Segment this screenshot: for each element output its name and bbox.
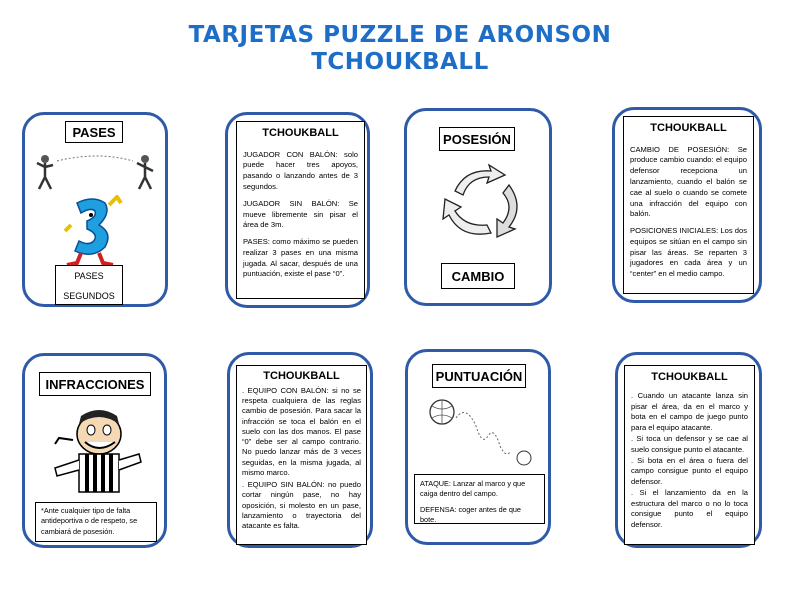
rule-punto-atacante: . Cuando un atacante lanza sin pisar el área, da en el marco y bota en el campo de juego punto para el equipo atacante. bbox=[631, 391, 748, 432]
card-heading: INFRACCIONES bbox=[39, 372, 151, 396]
tchoukball-rules-box bbox=[236, 121, 365, 299]
referee-whistle-illustration bbox=[49, 404, 145, 496]
card-infracciones bbox=[22, 353, 167, 548]
card-heading: POSESIÓN bbox=[439, 127, 515, 151]
card-heading: PUNTUACIÓN bbox=[432, 364, 526, 388]
players-passing-illustration bbox=[33, 153, 158, 193]
card-tchoukball-4 bbox=[615, 352, 762, 548]
puntuacion-rules-box bbox=[414, 474, 545, 524]
card-heading: TCHOUKBALL bbox=[650, 122, 727, 134]
rule-pases: PASES: como máximo se pueden realizar 3 pases en una misma jugada. Al sacar, después de una puntuación, existe el pase “0”. bbox=[243, 237, 358, 279]
pases-label-box bbox=[55, 265, 123, 305]
segundos-label: SEGUNDOS bbox=[63, 291, 115, 301]
recycle-arrows-illustration bbox=[435, 161, 527, 241]
tchoukball-rules-box bbox=[623, 116, 754, 294]
rule-jugador-con-balon: JUGADOR CON BALÓN: solo puede hacer tres apoyos, pasando o lanzando antes de 3 segundos. bbox=[243, 149, 358, 191]
infraccion-note: *Ante cualquier tipo de falta antideportiva o de respeto, se cambiará de posesión. bbox=[41, 506, 138, 536]
card-pases bbox=[22, 112, 168, 307]
card-tchoukball-2 bbox=[612, 107, 762, 303]
rule-bota-area: . Si bota en el área o fuera del campo consigue punto el equipo defensor. bbox=[631, 455, 748, 486]
rule-toca-defensor: . Si toca un defensor y se cae al suelo consigue punto el atacante. bbox=[631, 434, 748, 454]
rule-defensa: DEFENSA: coger antes de que bote. bbox=[420, 504, 521, 525]
page-title: TARJETAS PUZZLE DE ARONSON bbox=[188, 22, 612, 48]
card-heading: TCHOUKBALL bbox=[651, 371, 728, 383]
rule-posiciones-iniciales: POSICIONES INICIALES: Los dos equipos se sitúan en el campo sin pisar las áreas. Se reparten 3 jugadores en cada área y un “center” en el medio campo. bbox=[630, 226, 747, 279]
number-three-character-illustration bbox=[63, 195, 123, 267]
page-subtitle: TCHOUKBALL bbox=[311, 49, 489, 75]
card-tchoukball-3 bbox=[227, 352, 373, 548]
card-posesion bbox=[404, 108, 552, 306]
pases-label: PASES bbox=[74, 271, 104, 281]
rule-equipo-con-balon: . EQUIPO CON BALÓN: si no se respeta cualquiera de las reglas cambio de posesión. Para sacar la infracción se toca el balón en el suelo con las dos manos. El pase “0” debe ser al campo contrario. No puedo lanzar más de 3 veces seguidas, en la misma jugada, al mismo marco. bbox=[242, 385, 361, 477]
rule-ataque: ATAQUE: Lanzar al marco y que caiga dentro del campo. bbox=[420, 479, 526, 499]
infraccion-note-box bbox=[35, 502, 157, 542]
rule-estructura-marco: . Si el lanzamiento da en la estructura del marco o no lo toca consigue punto el equipo defensor. bbox=[631, 488, 748, 529]
card-tchoukball-1 bbox=[225, 112, 370, 308]
tchoukball-rules-box bbox=[236, 365, 367, 545]
rule-cambio-posesion: CAMBIO DE POSESIÓN: Se produce cambio cuando: el equipo defensor recepciona un lanzamiento, cuando el balón se cae al suelo o cuando se comete una infracción del equipo con balón. bbox=[630, 144, 747, 219]
card-footer-label: CAMBIO bbox=[441, 263, 515, 289]
rule-jugador-sin-balon: JUGADOR SIN BALÓN: Se mueve libremente sin pisar el área de 3m. bbox=[243, 198, 358, 230]
ball-bounce-illustration bbox=[426, 396, 536, 468]
rule-equipo-sin-balon: . EQUIPO SIN BALÓN: no puedo cortar ningún pase, no hay oposición, si molesto en un pase, lanzamiento o trayectoria del atacante es falta. bbox=[242, 480, 361, 531]
card-heading: TCHOUKBALL bbox=[262, 127, 339, 139]
card-heading: TCHOUKBALL bbox=[263, 370, 340, 382]
tchoukball-rules-box bbox=[624, 365, 755, 545]
card-heading: PASES bbox=[65, 121, 123, 143]
card-puntuacion bbox=[405, 349, 551, 545]
